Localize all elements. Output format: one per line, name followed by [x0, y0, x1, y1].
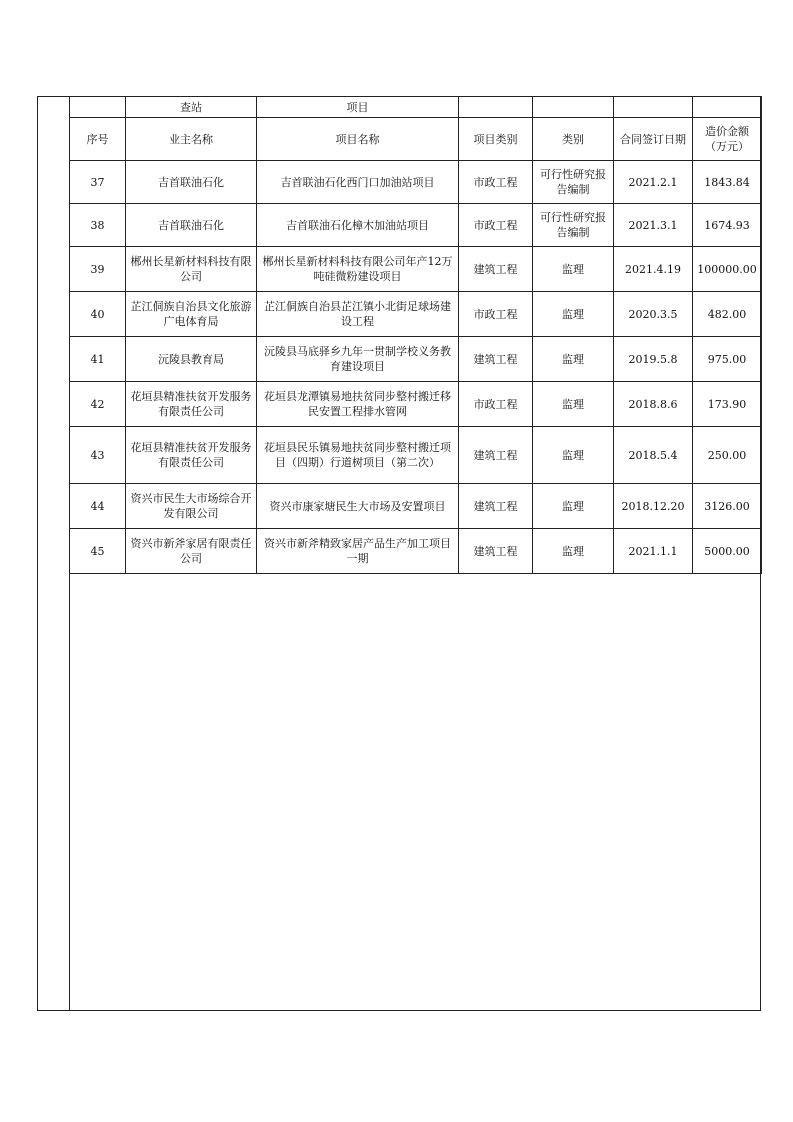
cell-type: 可行性研究报告编制	[533, 204, 614, 247]
cell-date: 2020.3.5	[614, 292, 693, 337]
cell-serial: 38	[70, 204, 126, 247]
cell-project: 资兴市康家塘民生大市场及安置项目	[257, 484, 459, 529]
table-row	[70, 292, 762, 337]
cell-date: 2018.5.4	[614, 427, 693, 484]
table-row	[70, 484, 762, 529]
cell-project: 资兴市新斧精致家居产品生产加工项目一期	[257, 529, 459, 574]
header-amount: 造价金额（万元）	[693, 118, 762, 161]
cell-owner: 资兴市民生大市场综合开发有限公司	[126, 484, 257, 529]
cell-amount: 1674.93	[693, 204, 762, 247]
cell-amount: 1843.84	[693, 161, 762, 204]
cell-type: 监理	[533, 529, 614, 574]
table-header-row	[70, 118, 762, 161]
table-row	[70, 529, 762, 574]
table-row	[70, 247, 762, 292]
cell-category: 建筑工程	[459, 247, 533, 292]
cell-date: 2021.4.19	[614, 247, 693, 292]
cell-owner: 资兴市新斧家居有限责任公司	[126, 529, 257, 574]
cell-category: 建筑工程	[459, 337, 533, 382]
cell-date: 2019.5.8	[614, 337, 693, 382]
cell-amount: 100000.00	[693, 247, 762, 292]
cell-owner: 吉首联油石化	[126, 204, 257, 247]
cell-project: 吉首联油石化樟木加油站项目	[257, 204, 459, 247]
cell-type: 可行性研究报告编制	[533, 161, 614, 204]
top-cell	[533, 97, 614, 118]
cell-category: 建筑工程	[459, 529, 533, 574]
cell-amount: 975.00	[693, 337, 762, 382]
cell-serial: 41	[70, 337, 126, 382]
column-divider-line	[69, 96, 70, 1011]
cell-category: 市政工程	[459, 204, 533, 247]
cell-serial: 40	[70, 292, 126, 337]
table-row	[70, 161, 762, 204]
table-row	[70, 204, 762, 247]
cell-serial: 37	[70, 161, 126, 204]
top-cell	[614, 97, 693, 118]
cell-amount: 482.00	[693, 292, 762, 337]
cell-serial: 45	[70, 529, 126, 574]
cell-type: 监理	[533, 484, 614, 529]
header-project: 项目名称	[257, 118, 459, 161]
cell-project: 花垣县民乐镇易地扶贫同步整村搬迁项目（四期）行道树项目（第二次）	[257, 427, 459, 484]
cell-date: 2021.1.1	[614, 529, 693, 574]
cell-serial: 39	[70, 247, 126, 292]
header-category: 项目类别	[459, 118, 533, 161]
cell-amount: 5000.00	[693, 529, 762, 574]
header-owner: 业主名称	[126, 118, 257, 161]
cell-category: 建筑工程	[459, 484, 533, 529]
cell-category: 市政工程	[459, 292, 533, 337]
cell-serial: 44	[70, 484, 126, 529]
table-row	[70, 382, 762, 427]
cell-amount: 173.90	[693, 382, 762, 427]
cell-project: 沅陵县马底驿乡九年一贯制学校义务教育建设项目	[257, 337, 459, 382]
header-serial: 序号	[70, 118, 126, 161]
table-top-row	[70, 97, 762, 118]
cell-type: 监理	[533, 382, 614, 427]
cell-date: 2021.3.1	[614, 204, 693, 247]
cell-type: 监理	[533, 247, 614, 292]
cell-project: 芷江侗族自治县芷江镇小北街足球场建设工程	[257, 292, 459, 337]
table-row	[70, 427, 762, 484]
cell-project: 花垣县龙潭镇易地扶贫同步整村搬迁移民安置工程排水管网	[257, 382, 459, 427]
cell-owner: 花垣县精准扶贫开发服务有限责任公司	[126, 382, 257, 427]
top-cell	[70, 97, 126, 118]
cell-type: 监理	[533, 427, 614, 484]
cell-project: 吉首联油石化西门口加油站项目	[257, 161, 459, 204]
cell-category: 市政工程	[459, 382, 533, 427]
cell-type: 监理	[533, 292, 614, 337]
header-type: 类别	[533, 118, 614, 161]
cell-owner: 花垣县精准扶贫开发服务有限责任公司	[126, 427, 257, 484]
cell-amount: 250.00	[693, 427, 762, 484]
top-cell: 查站	[126, 97, 257, 118]
top-cell	[693, 97, 762, 118]
header-date: 合同签订日期	[614, 118, 693, 161]
table-row	[70, 337, 762, 382]
cell-owner: 郴州长星新材料科技有限公司	[126, 247, 257, 292]
cell-owner: 吉首联油石化	[126, 161, 257, 204]
cell-project: 郴州长星新材料科技有限公司年产12万吨硅微粉建设项目	[257, 247, 459, 292]
cell-serial: 43	[70, 427, 126, 484]
cell-date: 2018.12.20	[614, 484, 693, 529]
cell-owner: 沅陵县教育局	[126, 337, 257, 382]
cell-date: 2018.8.6	[614, 382, 693, 427]
top-cell: 项目	[257, 97, 459, 118]
cell-owner: 芷江侗族自治县文化旅游广电体育局	[126, 292, 257, 337]
cell-category: 市政工程	[459, 161, 533, 204]
table-body	[70, 97, 762, 574]
top-cell	[459, 97, 533, 118]
cell-date: 2021.2.1	[614, 161, 693, 204]
project-table	[69, 96, 762, 574]
cell-amount: 3126.00	[693, 484, 762, 529]
cell-serial: 42	[70, 382, 126, 427]
cell-category: 建筑工程	[459, 427, 533, 484]
cell-type: 监理	[533, 337, 614, 382]
